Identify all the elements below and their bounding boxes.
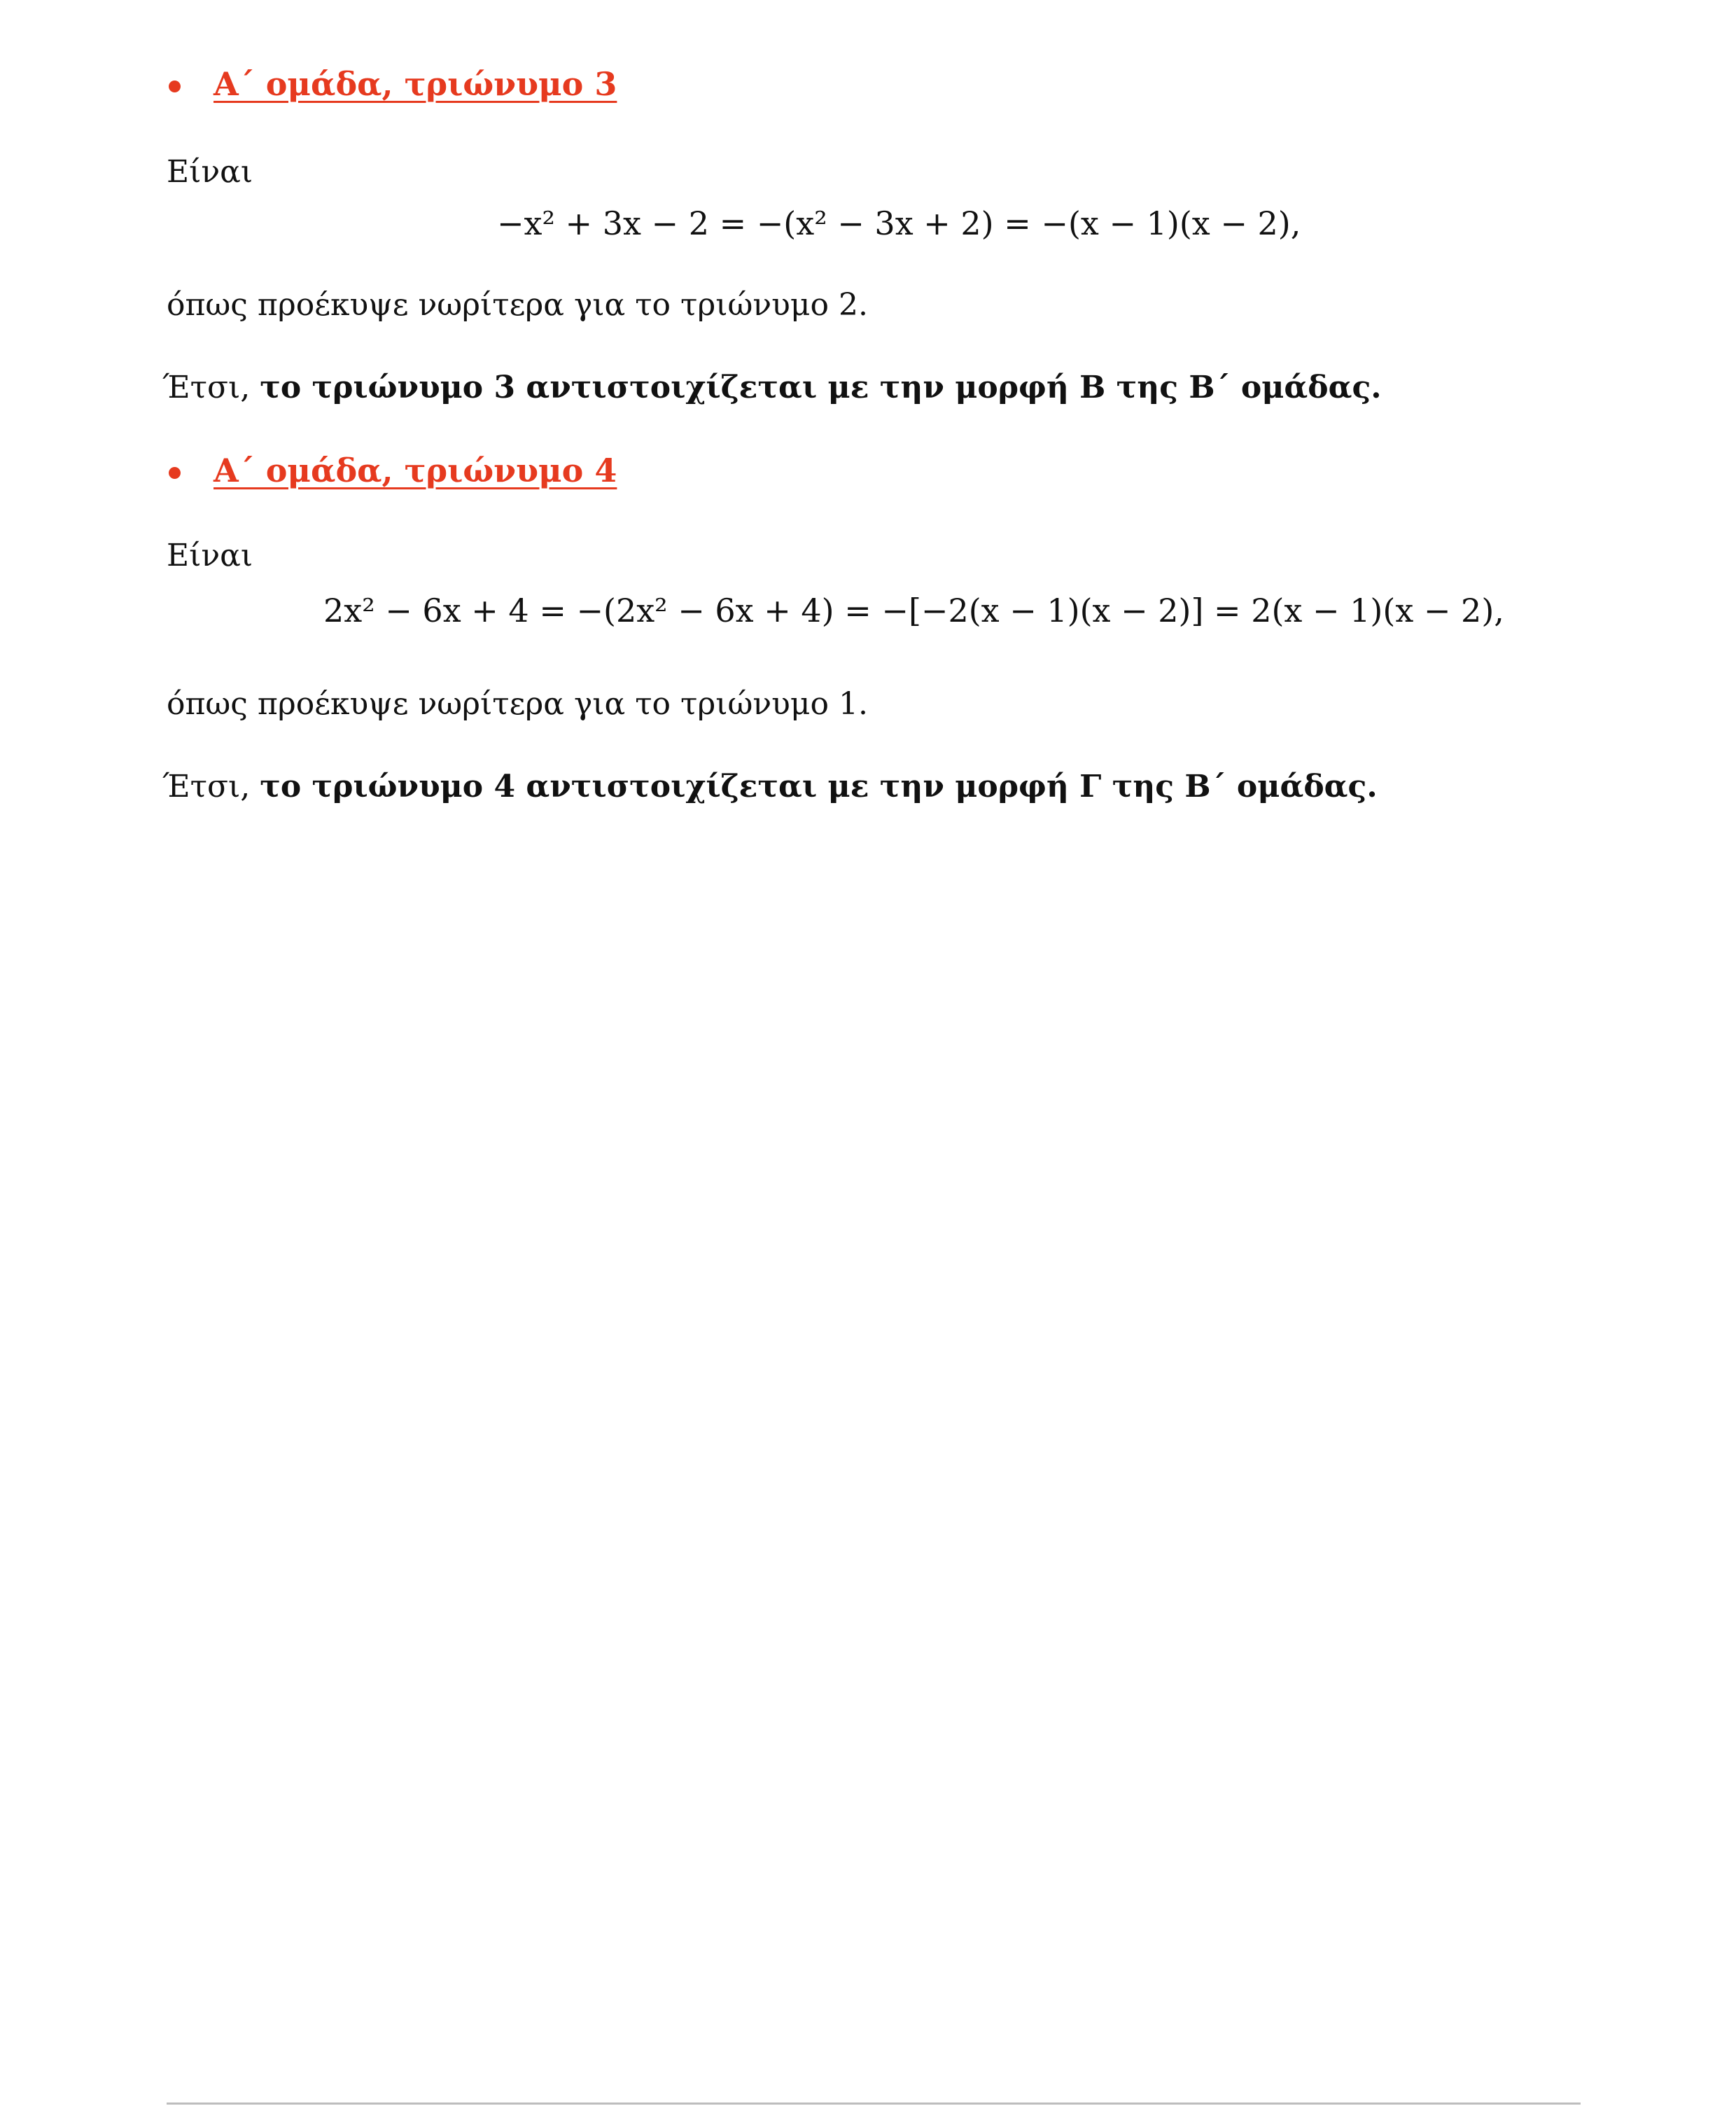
followup-text-3: όπως προέκυψε νωρίτερα για το τριώνυμο 2. xyxy=(167,287,868,323)
bullet-icon xyxy=(169,467,181,479)
bullet-icon xyxy=(169,81,181,92)
intro-text-3: Είναι xyxy=(167,154,253,190)
equation-3: −x² + 3x − 2 = −(x² − 3x + 2) = −(x − 1)(x − 2), xyxy=(497,204,1301,242)
conclusion-prefix-3: Έτσι, xyxy=(162,370,251,405)
section-heading-4: Α΄ ομάδα, τριώνυμο 4 xyxy=(214,452,617,489)
conclusion-prefix-4: Έτσι, xyxy=(162,769,251,804)
section-heading-3: Α΄ ομάδα, τριώνυμο 3 xyxy=(214,65,617,103)
conclusion-3 xyxy=(162,370,1382,405)
equation-4: 2x² − 6x + 4 = −(2x² − 6x + 4) = −[−2(x − 1)(x − 2)] = 2(x − 1)(x − 2), xyxy=(323,592,1504,629)
footer-rule xyxy=(167,2102,1581,2105)
followup-text-4: όπως προέκυψε νωρίτερα για το τριώνυμο 1. xyxy=(167,686,868,722)
conclusion-bold-4: το τριώνυμο 4 αντιστοιχίζεται με την μορφή Γ της Β΄ ομάδας. xyxy=(260,769,1378,804)
conclusion-4 xyxy=(162,769,1378,804)
intro-text-4: Είναι xyxy=(167,538,253,573)
conclusion-bold-3: το τριώνυμο 3 αντιστοιχίζεται με την μορφή Β της Β΄ ομάδας. xyxy=(260,370,1382,405)
